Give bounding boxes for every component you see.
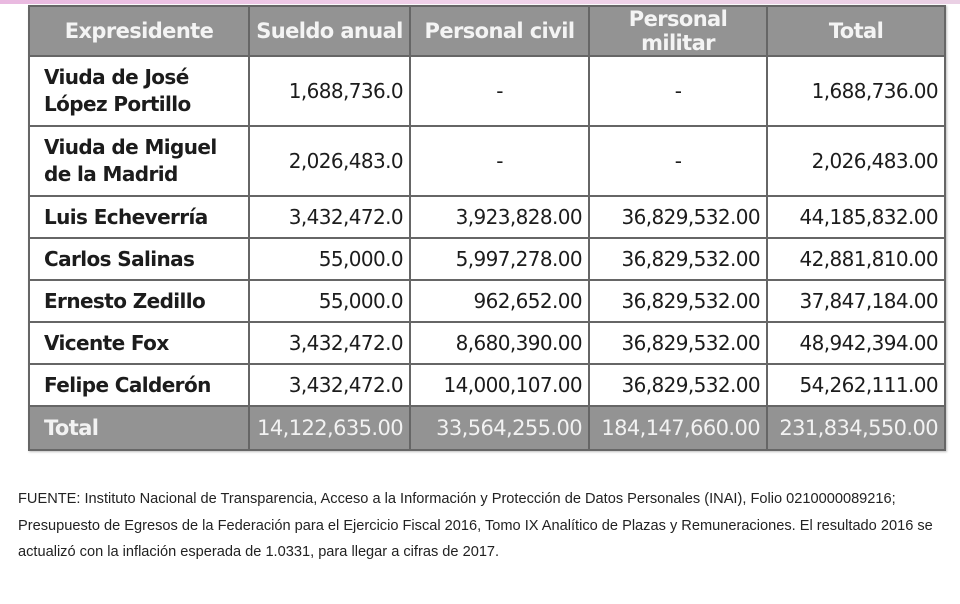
expresidentes-cost-table [28,5,946,451]
header-personal-civil: Personal civil [410,6,589,56]
cell-civil: 8,680,390.00 [410,322,589,364]
cell-civil: - [410,56,589,126]
cell-sueldo: 3,432,472.0 [249,322,410,364]
cell-name: Felipe Calderón [29,364,249,406]
top-decorative-strip [0,0,960,4]
table-row [29,322,945,364]
total-total: 231,834,550.00 [767,406,945,450]
cell-sueldo: 55,000.0 [249,280,410,322]
cell-total: 2,026,483.00 [767,126,945,196]
total-sueldo: 14,122,635.00 [249,406,410,450]
table-total-row [29,406,945,450]
header-expresidente: Expresidente [29,6,249,56]
cell-name: Luis Echeverría [29,196,249,238]
cell-sueldo: 1,688,736.0 [249,56,410,126]
cell-civil: 3,923,828.00 [410,196,589,238]
total-label: Total [29,406,249,450]
cell-name: Vicente Fox [29,322,249,364]
cell-total: 37,847,184.00 [767,280,945,322]
table-row [29,196,945,238]
cell-civil: 14,000,107.00 [410,364,589,406]
cell-sueldo: 3,432,472.0 [249,196,410,238]
cell-militar: - [589,56,767,126]
total-civil: 33,564,255.00 [410,406,589,450]
cell-name: Viuda de Miguel de la Madrid [29,126,249,196]
header-personal-militar: Personal militar [589,6,767,56]
cell-civil: 962,652.00 [410,280,589,322]
cell-name: Viuda de José López Portillo [29,56,249,126]
table-header-row [29,6,945,56]
cell-militar: 36,829,532.00 [589,364,767,406]
table-row [29,364,945,406]
source-footnote: FUENTE: Instituto Nacional de Transparencia, Acceso a la Información y Protección de Datos Personales (INAI), Folio 0210000089216; Presupuesto de Egresos de la Federación para el Ejercicio Fiscal 2016, Tomo IX Analítico de Plazas y Remuneraciones. El resultado 2016 se actualizó con la inflación esperada de 1.0331, para llegar a cifras de 2017. [18,491,933,560]
cell-militar: 36,829,532.00 [589,322,767,364]
cell-civil: 5,997,278.00 [410,238,589,280]
cell-militar: 36,829,532.00 [589,196,767,238]
cell-militar: 36,829,532.00 [589,238,767,280]
header-total: Total [767,6,945,56]
cell-sueldo: 55,000.0 [249,238,410,280]
total-militar: 184,147,660.00 [589,406,767,450]
cell-militar: - [589,126,767,196]
cell-total: 54,262,111.00 [767,364,945,406]
cell-total: 44,185,832.00 [767,196,945,238]
table-row [29,280,945,322]
cell-name: Ernesto Zedillo [29,280,249,322]
cell-total: 48,942,394.00 [767,322,945,364]
cell-total: 1,688,736.00 [767,56,945,126]
cell-sueldo: 3,432,472.0 [249,364,410,406]
cell-total: 42,881,810.00 [767,238,945,280]
table-row [29,238,945,280]
cell-name: Carlos Salinas [29,238,249,280]
cell-sueldo: 2,026,483.0 [249,126,410,196]
table-row [29,56,945,126]
table-row [29,126,945,196]
cell-militar: 36,829,532.00 [589,280,767,322]
cell-civil: - [410,126,589,196]
header-sueldo-anual: Sueldo anual [249,6,410,56]
